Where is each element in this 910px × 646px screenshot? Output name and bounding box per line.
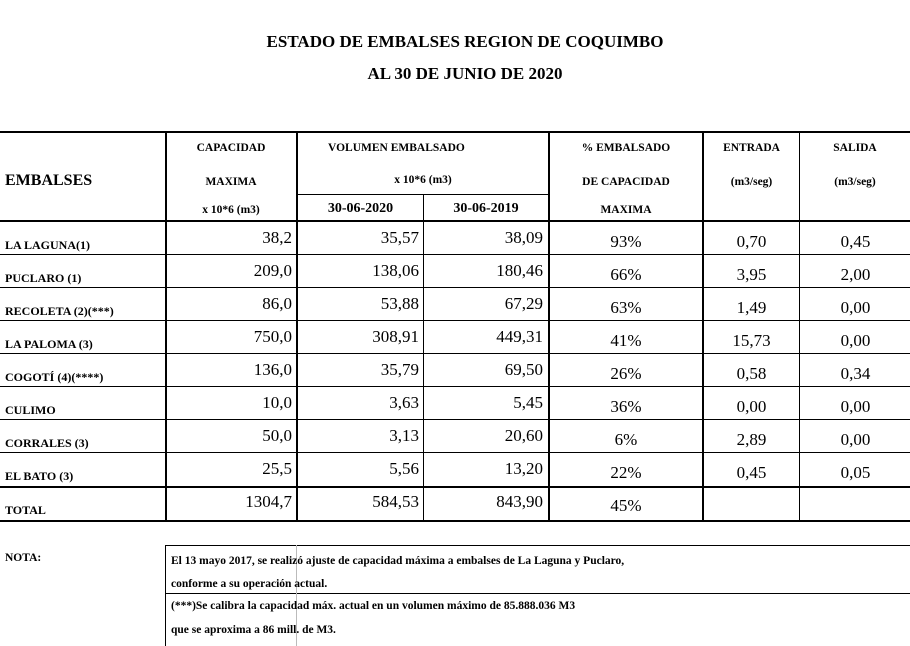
header-volumen-2: x 10*6 (m3) xyxy=(394,174,452,186)
capacity-value: 136,0 xyxy=(253,360,292,379)
nota-label: NOTA: xyxy=(5,552,42,564)
entrada-value: 0,70 xyxy=(736,232,767,251)
entrada-value: 0,00 xyxy=(736,397,767,416)
volume-2019-value: 69,50 xyxy=(504,360,543,379)
header-salida-2: (m3/seg) xyxy=(834,176,876,188)
reservoir-name: PUCLARO (1) xyxy=(5,271,82,285)
capacity-value: 50,0 xyxy=(262,426,292,445)
volume-2020-value: 3,63 xyxy=(389,393,419,412)
percent-value: 26% xyxy=(610,364,642,383)
percent-value: 6% xyxy=(614,430,638,449)
salida-value: 0,05 xyxy=(840,463,871,482)
percent-value: 63% xyxy=(610,298,642,317)
percent-value: 66% xyxy=(610,265,642,284)
header-volumen-1: VOLUMEN EMBALSADO xyxy=(328,142,465,154)
reservoir-name: LA LAGUNA(1) xyxy=(5,238,91,252)
salida-value: 0,45 xyxy=(840,232,871,251)
salida-value: 0,00 xyxy=(840,331,871,350)
entrada-value: 0,45 xyxy=(736,463,767,482)
capacity-value: 10,0 xyxy=(262,393,292,412)
header-salida-1: SALIDA xyxy=(833,142,877,154)
nota-line-2: conforme a su operación actual. xyxy=(171,578,328,590)
header-date-2020: 30-06-2020 xyxy=(327,201,394,216)
volume-2020-value: 138,06 xyxy=(372,261,419,280)
header-capacidad-2: MAXIMA xyxy=(205,176,257,188)
salida-value: 2,00 xyxy=(840,265,871,284)
header-entrada-2: (m3/seg) xyxy=(730,176,773,188)
total-volume-2020: 584,53 xyxy=(372,492,419,511)
volume-2019-value: 67,29 xyxy=(504,294,543,313)
capacity-value: 38,2 xyxy=(262,228,292,247)
header-pct-2: DE CAPACIDAD xyxy=(582,176,670,188)
reservoir-name: COGOTÍ (4)(****) xyxy=(5,370,104,384)
reservoir-name: EL BATO (3) xyxy=(5,469,74,483)
salida-value: 0,34 xyxy=(840,364,871,383)
reservoir-name: LA PALOMA (3) xyxy=(5,337,93,351)
header-pct-1: % EMBALSADO xyxy=(581,142,671,154)
volume-2019-value: 180,46 xyxy=(496,261,543,280)
percent-value: 93% xyxy=(610,232,642,251)
volume-2019-value: 449,31 xyxy=(496,327,543,346)
percent-value: 22% xyxy=(610,463,642,482)
volume-2019-value: 13,20 xyxy=(504,459,543,478)
capacity-value: 750,0 xyxy=(253,327,292,346)
nota-line-1: El 13 mayo 2017, se realizó ajuste de capacidad máxima a embalses de La Laguna y Puclaro, xyxy=(171,555,625,567)
nota-line-3: (***)Se calibra la capacidad máx. actual en un volumen máximo de 85.888.036 M3 xyxy=(171,600,576,612)
volume-2020-value: 35,79 xyxy=(380,360,419,379)
entrada-value: 3,95 xyxy=(736,265,767,284)
total-volume-2019: 843,90 xyxy=(496,492,543,511)
capacity-value: 209,0 xyxy=(253,261,292,280)
nota-line-4: que se aproxima a 86 mill. de M3. xyxy=(171,624,336,636)
header-date-2019: 30-06-2019 xyxy=(453,201,519,216)
reservoir-name: CULIMO xyxy=(5,403,56,417)
volume-2019-value: 20,60 xyxy=(504,426,543,445)
total-capacity: 1304,7 xyxy=(245,492,292,511)
reservoir-name: CORRALES (3) xyxy=(5,436,89,450)
reservoir-name: RECOLETA (2)(***) xyxy=(5,304,114,318)
salida-value: 0,00 xyxy=(840,430,871,449)
header-capacidad-3: x 10*6 (m3) xyxy=(202,204,260,216)
header-pct-3: MAXIMA xyxy=(600,204,652,216)
volume-2020-value: 5,56 xyxy=(389,459,419,478)
header-entrada-1: ENTRADA xyxy=(723,142,780,154)
total-label: TOTAL xyxy=(5,503,46,517)
page-title: ESTADO DE EMBALSES REGION DE COQUIMBO xyxy=(266,32,664,51)
total-percent: 45% xyxy=(610,496,642,515)
percent-value: 41% xyxy=(610,331,642,350)
salida-value: 0,00 xyxy=(840,298,871,317)
header-embalses: EMBALSES xyxy=(5,172,93,189)
volume-2020-value: 53,88 xyxy=(380,294,419,313)
volume-2020-value: 35,57 xyxy=(380,228,419,247)
volume-2020-value: 308,91 xyxy=(372,327,419,346)
salida-value: 0,00 xyxy=(840,397,871,416)
capacity-value: 25,5 xyxy=(262,459,292,478)
volume-2020-value: 3,13 xyxy=(389,426,419,445)
page-subtitle: AL 30 DE JUNIO DE 2020 xyxy=(367,64,563,83)
entrada-value: 2,89 xyxy=(736,430,767,449)
entrada-value: 0,58 xyxy=(736,364,767,383)
volume-2019-value: 5,45 xyxy=(513,393,543,412)
header-capacidad-1: CAPACIDAD xyxy=(196,142,266,154)
entrada-value: 15,73 xyxy=(732,331,771,350)
percent-value: 36% xyxy=(610,397,642,416)
entrada-value: 1,49 xyxy=(736,298,767,317)
volume-2019-value: 38,09 xyxy=(504,228,543,247)
capacity-value: 86,0 xyxy=(262,294,292,313)
